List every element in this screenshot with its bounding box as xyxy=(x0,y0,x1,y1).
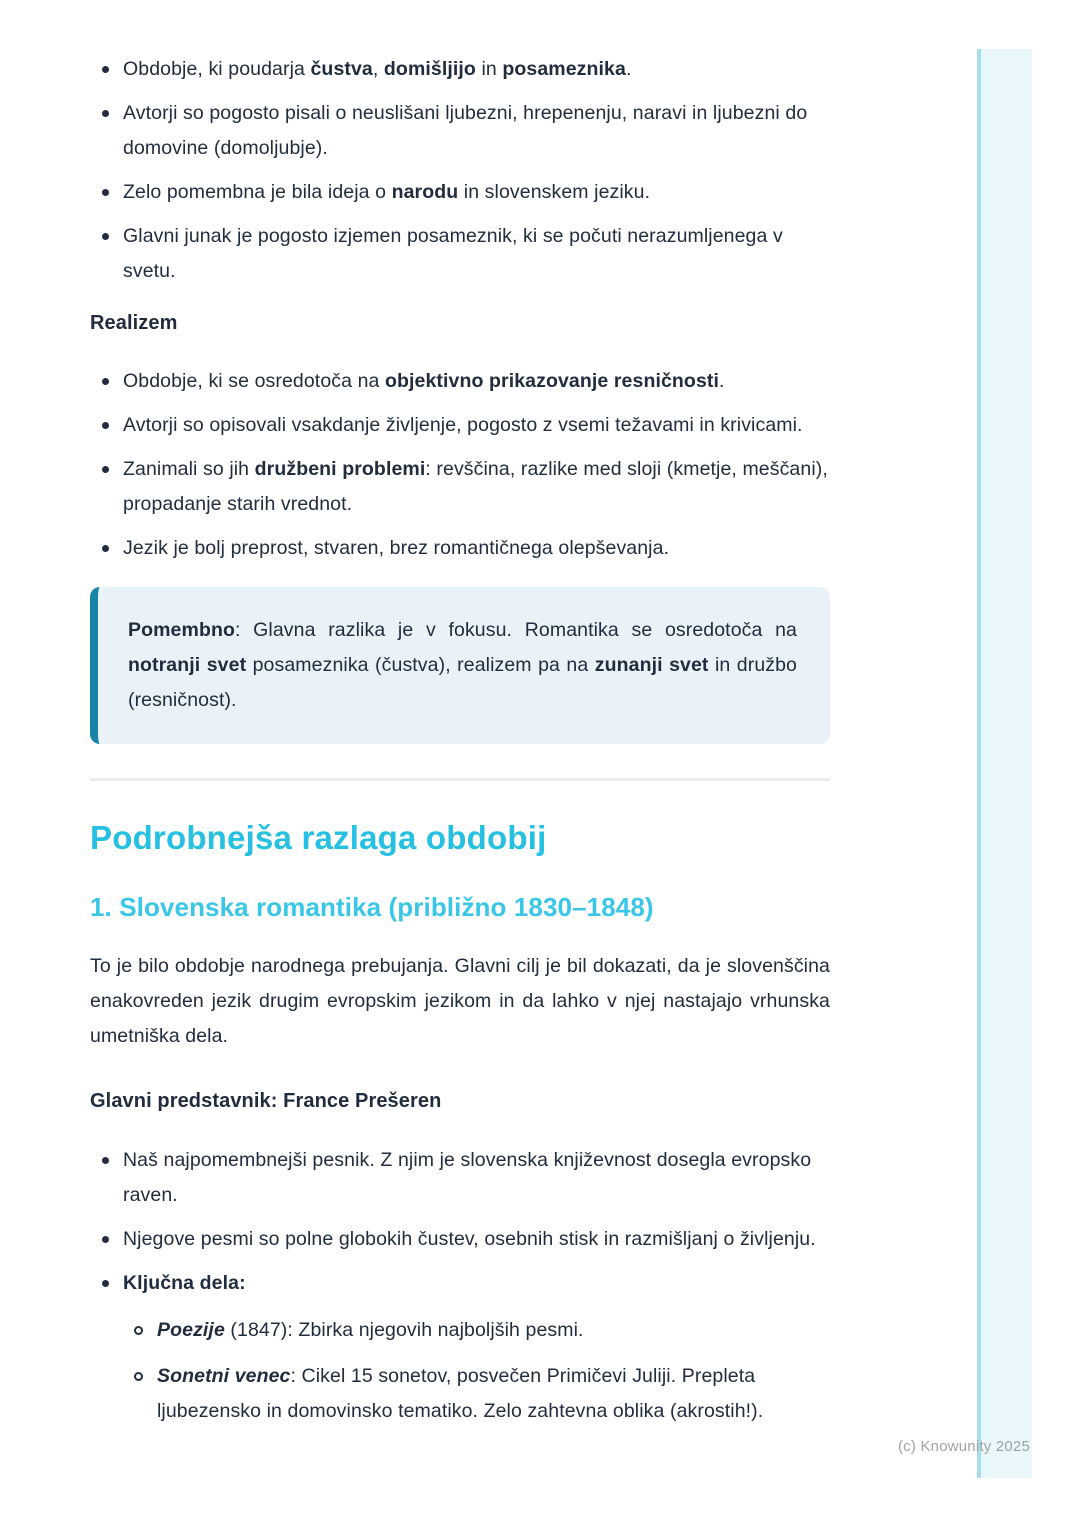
text-segment: narodu xyxy=(391,181,459,203)
text-segment: Zanimali so jih xyxy=(123,458,255,480)
text-segment: Njegove pesmi so polne globokih čustev, osebnih stisk in razmišljanj o življenju. xyxy=(123,1228,816,1250)
callout-text xyxy=(128,613,797,718)
realizem-list-item xyxy=(90,452,830,522)
text-segment: zunanji svet xyxy=(594,654,709,676)
page-edge-strip xyxy=(977,49,1032,1478)
text-segment: Zelo pomembna je bila ideja o xyxy=(123,181,392,203)
text-segment: Ključna dela: xyxy=(123,1272,246,1294)
sub-list-item xyxy=(123,1313,830,1348)
romantika-bullet-list xyxy=(90,52,830,289)
realizem-list-item xyxy=(90,531,830,566)
section-divider xyxy=(90,778,830,781)
text-segment: . xyxy=(625,58,632,80)
preseren-bullet-list xyxy=(90,1143,830,1429)
text-segment: Obdobje, ki se osredotoča na xyxy=(123,370,385,392)
text-segment: in slovenskem jeziku. xyxy=(458,181,651,203)
romantika-list-item xyxy=(90,219,830,289)
text-segment: družbeni problemi xyxy=(254,458,426,480)
content-column xyxy=(90,0,830,1440)
sub-list xyxy=(123,1313,830,1429)
text-segment: , xyxy=(372,58,384,80)
text-segment: : Glavna razlika je v fokusu. Romantika se osredotoča na xyxy=(234,619,797,641)
realizem-list-item xyxy=(90,364,830,399)
text-segment: in družbo (resničnost). xyxy=(128,654,798,711)
text-segment: : revščina, razlike med sloji (kmetje, meščani), propadanje starih vrednot. xyxy=(123,458,828,515)
text-segment: : Cikel 15 sonetov, posvečen Primičevi Juliji. Prepleta ljubezensko in domovinsko tematiko. Zelo zahtevna oblika (akrostih!). xyxy=(157,1365,764,1422)
representative-heading: Glavni predstavnik: France Prešeren xyxy=(90,1090,442,1112)
romantika-list-item xyxy=(90,52,830,87)
text-segment: (1847): Zbirka njegovih najboljših pesmi. xyxy=(224,1319,584,1341)
preseren-list-item xyxy=(90,1143,830,1213)
realizem-bullet-list xyxy=(90,364,830,566)
text-segment: . xyxy=(719,370,725,392)
text-segment: Pomembno xyxy=(128,619,235,641)
realizem-list-item xyxy=(90,408,830,443)
preseren-list-item xyxy=(90,1266,830,1429)
intro-paragraph: To je bilo obdobje narodnega prebujanja. Glavni cilj je bil dokazati, da je slovenščina enakovreden jezik drugim evropskim jezikom in da lahko v njej nastajajo vrhunska umetniška dela. xyxy=(90,955,830,1047)
preseren-list-item xyxy=(90,1222,830,1257)
copyright-text: (c) Knowunity 2025 xyxy=(897,1438,1030,1455)
text-segment: Poezije xyxy=(157,1319,225,1341)
text-segment: domišljijo xyxy=(383,58,476,80)
realizem-heading: Realizem xyxy=(90,312,178,334)
text-segment: Avtorji so opisovali vsakdanje življenje, pogosto z vsemi težavami in krivicami. xyxy=(123,414,803,436)
section-title: Podrobnejša razlaga obdobij xyxy=(90,819,547,856)
sub-list-item xyxy=(123,1359,830,1429)
text-segment: čustva xyxy=(310,58,373,80)
text-segment: Avtorji so pogosto pisali o neuslišani ljubezni, hrepenenju, naravi in ljubezni do domovine (domoljubje). xyxy=(123,102,808,159)
text-segment: in xyxy=(475,58,503,80)
text-segment: Naš najpomembnejši pesnik. Z njim je slovenska književnost dosegla evropsko raven. xyxy=(123,1149,812,1206)
important-callout xyxy=(90,587,830,744)
text-segment: Jezik je bolj preprost, stvaren, brez romantičnega olepševanja. xyxy=(123,537,670,559)
text-segment: posameznika (čustva), realizem pa na xyxy=(246,654,595,676)
text-segment: Obdobje, ki poudarja xyxy=(123,58,311,80)
romantika-list-item xyxy=(90,96,830,166)
text-segment: notranji svet xyxy=(128,654,247,676)
text-segment: Sonetni venec xyxy=(157,1365,291,1387)
subsection-title: 1. Slovenska romantika (približno 1830–1848) xyxy=(90,892,654,922)
text-segment: posameznika xyxy=(502,58,626,80)
text-segment: objektivno prikazovanje resničnosti xyxy=(384,370,719,392)
text-segment: Glavni junak je pogosto izjemen posameznik, ki se počuti nerazumljenega v svetu. xyxy=(123,225,783,282)
romantika-list-item xyxy=(90,175,830,210)
